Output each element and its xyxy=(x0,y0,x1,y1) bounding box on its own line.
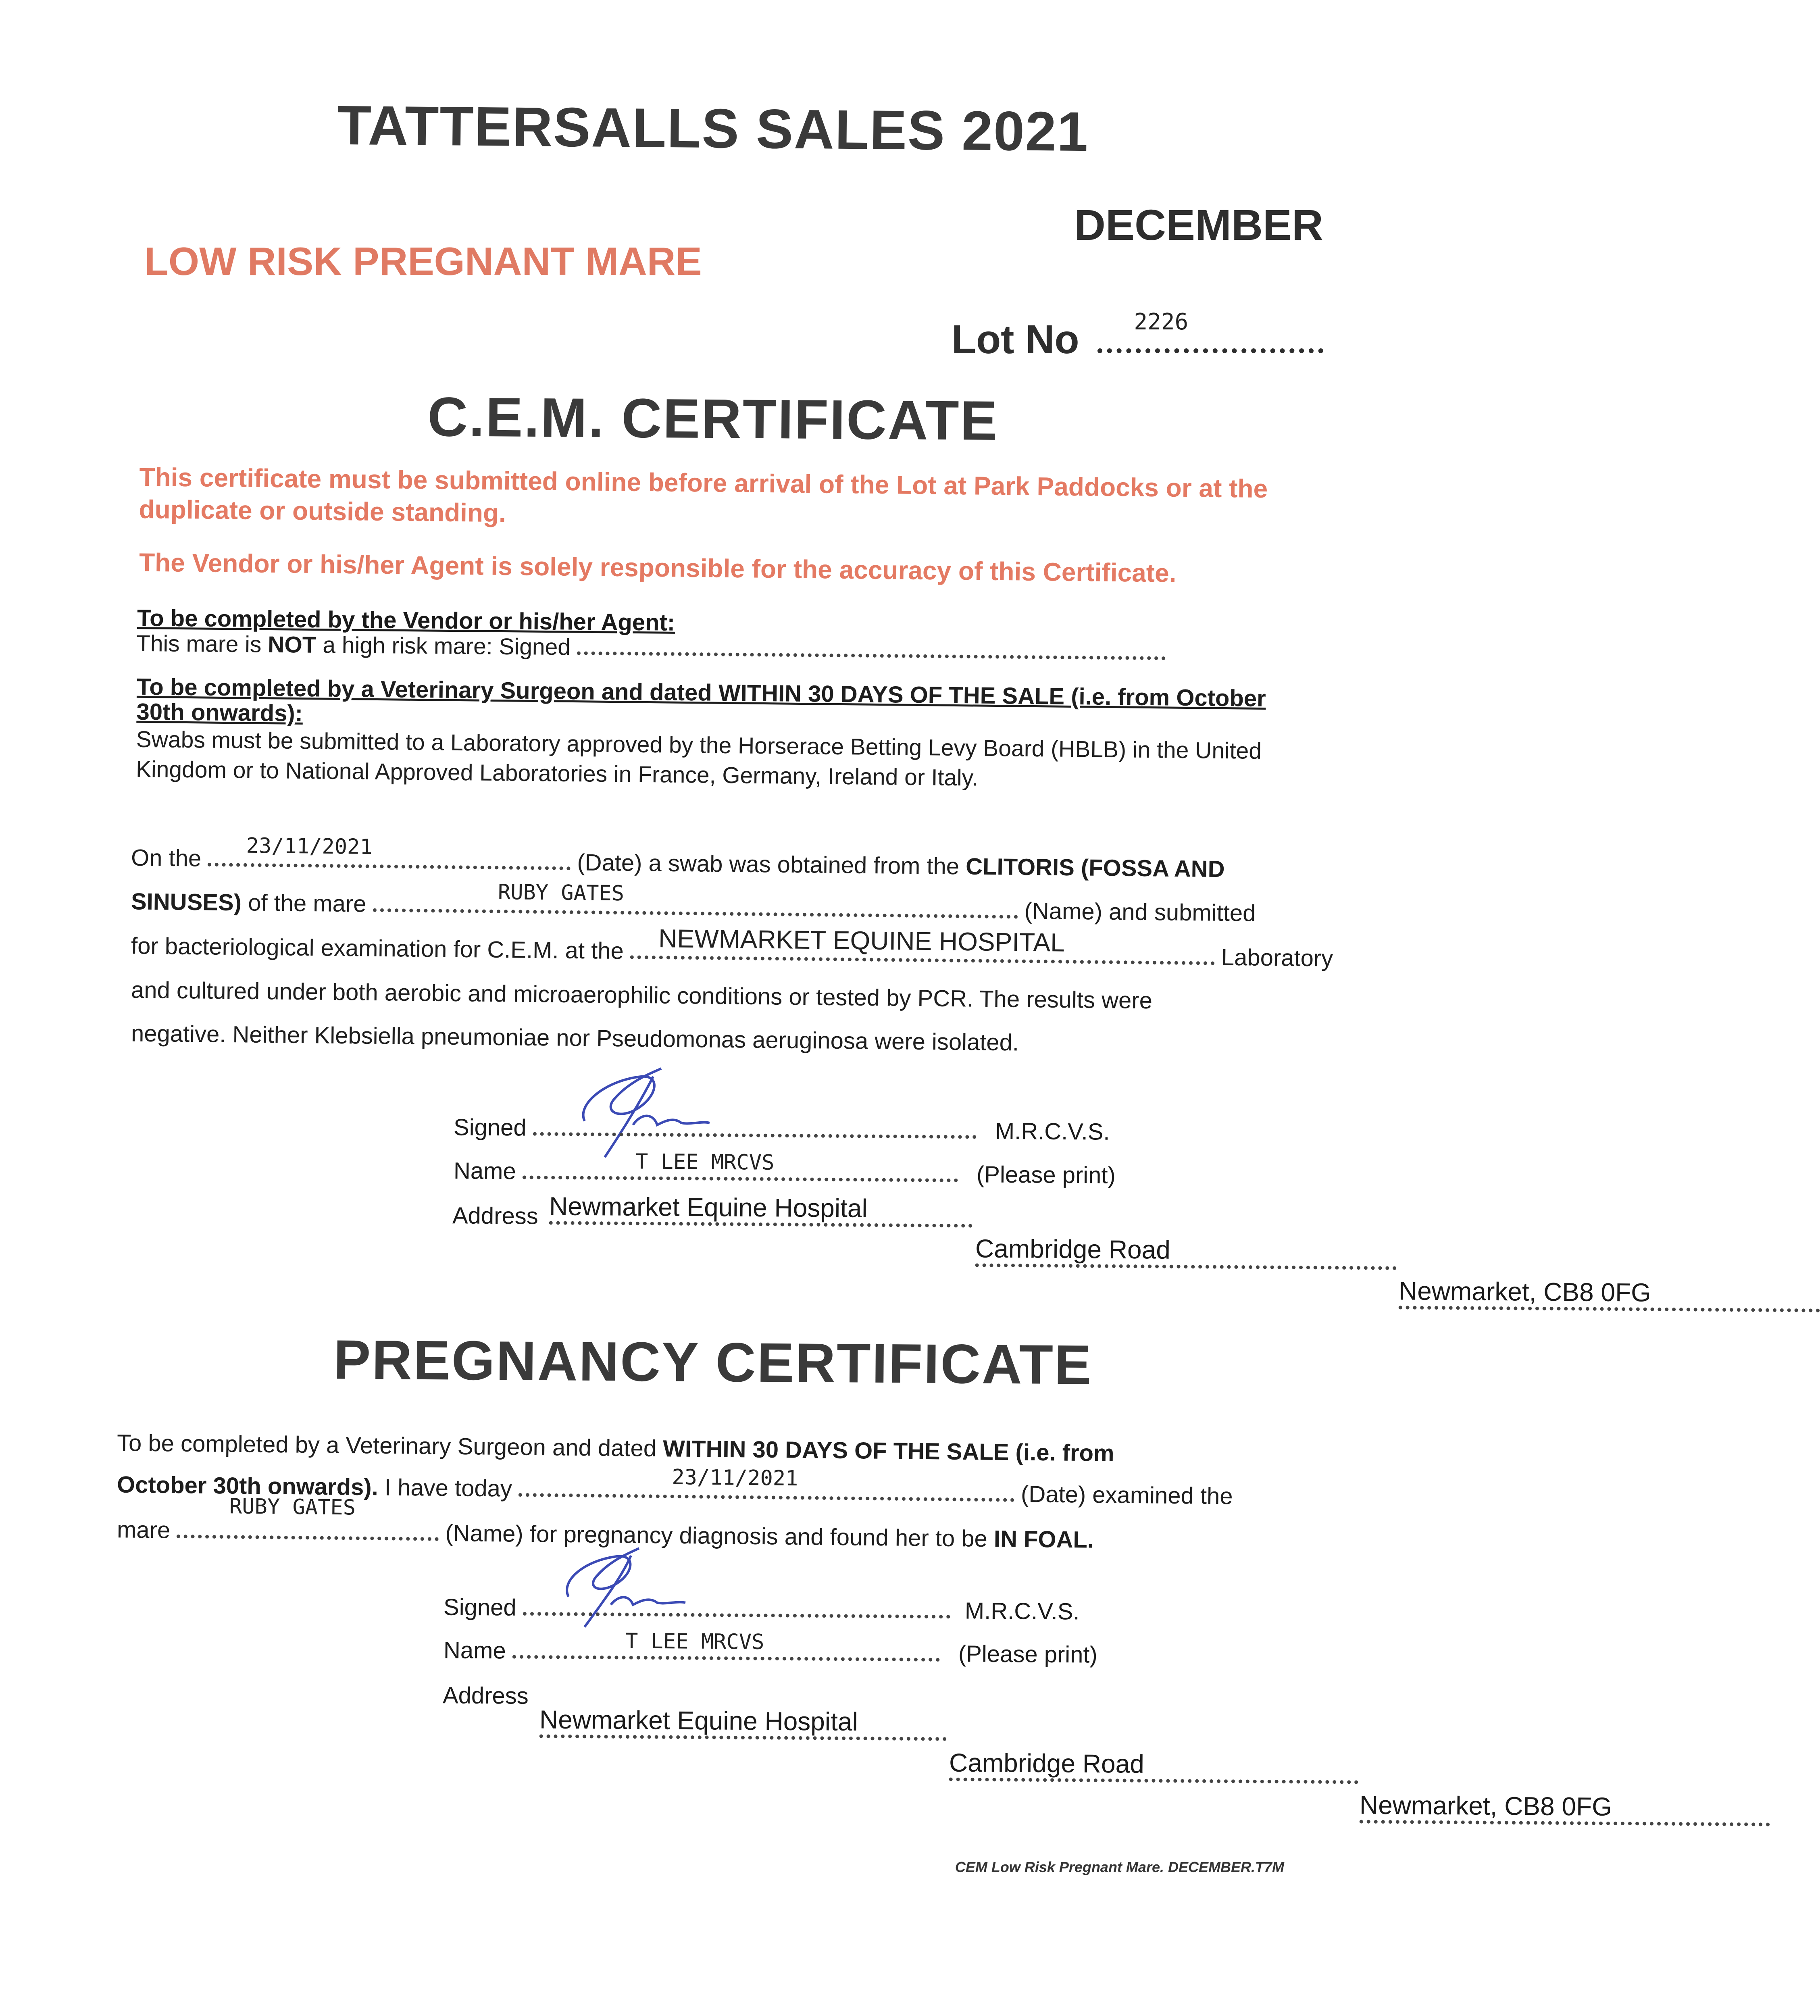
cem-mare-name-value: RUBY GATES xyxy=(498,880,625,906)
vet-section xyxy=(136,675,1314,797)
lot-field[interactable] xyxy=(1097,309,1323,353)
pregnancy-address-line-1[interactable]: Newmarket Equine Hospital xyxy=(539,1704,947,1741)
cem-address-row: Address xyxy=(452,1202,539,1229)
mare-name-line: SINUSES) of the mare RUBY GATES (Name) and submitted xyxy=(131,887,1256,928)
submission-notice: This certificate must be submitted online before arrival of the Lot at Park Paddocks or at the duplicate or outside standing. xyxy=(139,462,1268,528)
lot-number xyxy=(952,309,1323,363)
cem-address-line-3[interactable]: Newmarket, CB8 0FG xyxy=(1399,1276,1820,1312)
vendor-signature-field[interactable] xyxy=(577,635,1166,660)
pregnancy-name-row: Name T LEE MRCVS (Please print) xyxy=(443,1629,1098,1668)
cem-name-row: Name T LEE MRCVS (Please print) xyxy=(453,1150,1116,1189)
laboratory-field[interactable] xyxy=(630,924,1215,965)
vendor-heading: To be completed by the Vendor or his/her Agent: xyxy=(137,605,675,636)
pregnancy-line-1: To be completed by a Veterinary Surgeon and dated WITHIN 30 DAYS OF THE SALE (i.e. from xyxy=(117,1430,1114,1466)
risk-category: LOW RISK PREGNANT MARE xyxy=(144,239,702,283)
pregnancy-signature-field[interactable] xyxy=(523,1596,950,1618)
responsibility-notice: The Vendor or his/her Agent is solely responsible for the accuracy of this Certificate. xyxy=(139,548,1177,588)
negative-result-line: negative. Neither Klebsiella pneumoniae nor Pseudomonas aeruginosa were isolated. xyxy=(131,1020,1019,1056)
cem-vet-name-value: T LEE MRCVS xyxy=(635,1150,775,1175)
laboratory-value: NEWMARKET EQUINE HOSPITAL xyxy=(658,924,1065,957)
pregnancy-address-line-3[interactable]: Newmarket, CB8 0FG xyxy=(1360,1790,1770,1826)
lot-value: 2226 xyxy=(1134,309,1189,335)
pregnancy-date-value: 23/11/2021 xyxy=(672,1465,798,1491)
culture-line: and cultured under both aerobic and microaerophilic conditions or tested by PCR. The results were xyxy=(131,977,1153,1014)
cem-signature-field[interactable] xyxy=(533,1116,977,1139)
vet-instructions: Swabs must be submitted to a Laboratory approved by the Horserace Betting Levy Board (HBLB) in the United Kingdom or to National Approved Laboratories in France, Germany, Ireland or Italy. xyxy=(135,726,1262,791)
sale-month: DECEMBER xyxy=(1074,200,1323,249)
pregnancy-line-2: October 30th onwards). I have today 23/11/2021 (Date) examined the xyxy=(117,1470,1233,1512)
cem-signed-row: Signed M.R.C.V.S. xyxy=(453,1114,1110,1145)
swab-date-line: On the 23/11/2021 (Date) a swab was obtained from the CLITORIS (FOSSA AND xyxy=(131,843,1225,884)
sales-title: TATTERSALLS SALES 2021 xyxy=(337,94,1089,163)
swab-date-value: 23/11/2021 xyxy=(246,833,373,860)
laboratory-line: for bacteriological examination for C.E.M. at the NEWMARKET EQUINE HOSPITAL Laboratory xyxy=(131,924,1333,972)
pregnancy-address-row: Address xyxy=(442,1682,529,1709)
cem-address-line-1[interactable]: Newmarket Equine Hospital xyxy=(549,1191,973,1227)
pregnancy-line-3: mare RUBY GATES (Name) for pregnancy diagnosis and found her to be IN FOAL. xyxy=(117,1515,1094,1555)
pregnancy-address-line-2[interactable]: Cambridge Road xyxy=(949,1747,1359,1784)
pregnancy-mare-name-value: RUBY GATES xyxy=(229,1494,356,1520)
pregnancy-signed-row: Signed M.R.C.V.S. xyxy=(443,1594,1080,1625)
lot-label: Lot No xyxy=(952,317,1079,362)
cem-mare-name-field[interactable] xyxy=(373,880,1018,919)
pregnancy-signature-mark xyxy=(544,1544,698,1637)
vet-heading: To be completed by a Veterinary Surgeon and dated WITHIN 30 DAYS OF THE SALE (i.e. from October 30th onwards): xyxy=(136,673,1266,727)
pregnancy-vet-name-value: T LEE MRCVS xyxy=(625,1629,764,1654)
form-code: CEM Low Risk Pregnant Mare. DECEMBER.T7M xyxy=(955,1859,1284,1875)
swab-date-field[interactable] xyxy=(208,833,571,870)
pregnancy-mare-name-field[interactable] xyxy=(177,1494,439,1541)
cem-title: C.E.M. CERTIFICATE xyxy=(427,386,999,452)
cem-address-line-2[interactable]: Cambridge Road xyxy=(975,1233,1397,1270)
vendor-declaration: This mare is NOT a high risk mare: Signed xyxy=(136,629,1166,667)
pregnancy-title: PREGNANCY CERTIFICATE xyxy=(333,1329,1093,1396)
pregnancy-date-field[interactable] xyxy=(519,1465,1014,1502)
